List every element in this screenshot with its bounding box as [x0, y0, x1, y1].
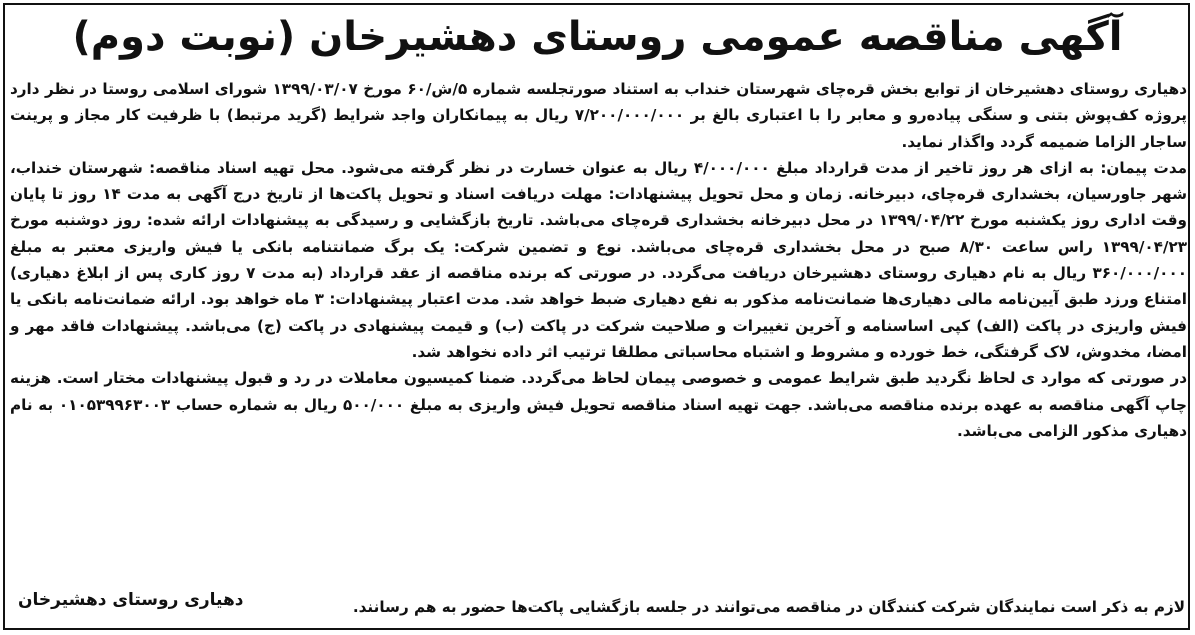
guarantee-text: یک برگ ضمانتنامه بانکی یا فیش واریزی معتبر به مبلغ ۳۶۰/۰۰۰/۰۰۰ ریال به نام دهیاری روستای دهشیرخان دریافت می‌گردد. در صورتی که برنده مناقصه از عقد قرارداد (به مدت ۷ روز کاری پس از ابلاغ دهیاری) امتناع ورزد طبق آیین‌نامه مالی دهیاری‌ها ضمانت‌نامه مذکور به نفع دهیاری ضبط خواهد شد.	[10, 237, 1187, 309]
intro-text-a: دهیاری روستای دهشیرخان از توابع بخش قره‌چای شهرستان خنداب به استناد صورتجلسه شماره ۵/ش/۶۰ مورخ ۱۳۹۹/۰۳/۰۷ شورای اسلامی روستا در نظر دارد	[10, 80, 1187, 98]
delivery-text: مهلت دریافت اسناد و تحویل پاکت‌ها از تاریخ درج آگهی به مدت ۱۴ روز تا پایان وقت اداری روز یکشنبه مورخ ۱۳۹۹/۰۴/۲۲ در محل دبیرخانه بخشداری قره‌چای می‌باشد.	[10, 185, 1187, 230]
duration-label: مدت پیمان:	[1100, 158, 1187, 177]
paragraph-intro	[10, 76, 1187, 155]
opening-text: روز دوشنبه مورخ ۱۳۹۹/۰۴/۲۳ راس ساعت ۸/۳۰ صبح در محل بخشداری قره‌چای می‌باشد.	[10, 211, 1187, 256]
paragraph-conditions	[10, 155, 1187, 365]
project-name: پروژه کف‌پوش بتنی و سنگی پیاده‌رو و معابر	[847, 106, 1187, 125]
validity-label: مدت اعتبار پیشنهادات:	[329, 290, 500, 309]
opening-label: تاریخ بازگشایی و رسیدگی به پیشنهادات ارائه شده:	[146, 211, 534, 230]
duration-text: به ازای هر روز تاخیر از مدت قرارداد مبلغ ۴/۰۰۰/۰۰۰ ریال به عنوان خسارت در نظر گرفته می‌شود.	[334, 158, 1101, 177]
notice-title: آگهی مناقصه عمومی روستای دهشیرخان (نوبت دوم)	[72, 14, 1123, 60]
signature: دهیاری روستای دهشیرخان	[18, 590, 244, 610]
guarantee-label: نوع و تضمین شرکت:	[453, 237, 622, 256]
delivery-label: زمان و محل تحویل پیشنهادات:	[608, 185, 842, 204]
validity-text: ۳ ماه خواهد بود. ارائه ضمانت‌نامه بانکی یا فیش واریزی در پاکت (الف) کپی اساسنامه و آخرین تغییرات و صلاحیت شرکت در پاکت (ب) و قیمت پیشنهادی در پاکت (ج) می‌باشد. پیشنهادات فاقد مهر و امضا، مخدوش، لاک گرفتگی، خط خورده و مشروط و اشتباه محاسباتی مطلقا ترتیب اثر داده نخواهد شد.	[10, 290, 1187, 361]
docs-place-label: محل تهیه اسناد مناقصه:	[149, 158, 335, 177]
paragraph-general: در صورتی که موارد ی لحاظ نگردید طبق شرایط عمومی و خصوصی پیمان لحاظ می‌گردد. ضمنا کمیسیون معاملات در رد و قبول پیشنهادات مختار است. هزینه چاپ آگهی مناقصه به عهده برنده مناقصه می‌باشد. جهت تهیه اسناد مناقصه تحویل فیش واریزی به مبلغ ۵۰۰/۰۰۰ ریال به شماره حساب ۰۱۰۵۳۹۹۶۳۰۰۳ به نام دهیاری مذکور الزامی می‌باشد.	[10, 369, 1187, 440]
intro-text-b: را با اعتباری بالغ بر ۷/۲۰۰/۰۰۰/۰۰۰ ریال به پیمانکاران واجد شرایط (گرید مرتبط) با ظرفیت کار مجاز و پرینت ساجار الزاما ضمیمه گردد واگذار نماید.	[10, 106, 1187, 151]
notice-body	[10, 76, 1187, 444]
closing-note: لازم به ذکر است نمایندگان شرکت کنندگان در مناقصه می‌توانند در جلسه بازگشایی پاکت‌ها حضور به هم رسانند.	[352, 598, 1185, 616]
docs-place-text: شهرستان خنداب، شهر جاورسیان، بخشداری قره‌چای، دبیرخانه.	[10, 158, 1187, 204]
